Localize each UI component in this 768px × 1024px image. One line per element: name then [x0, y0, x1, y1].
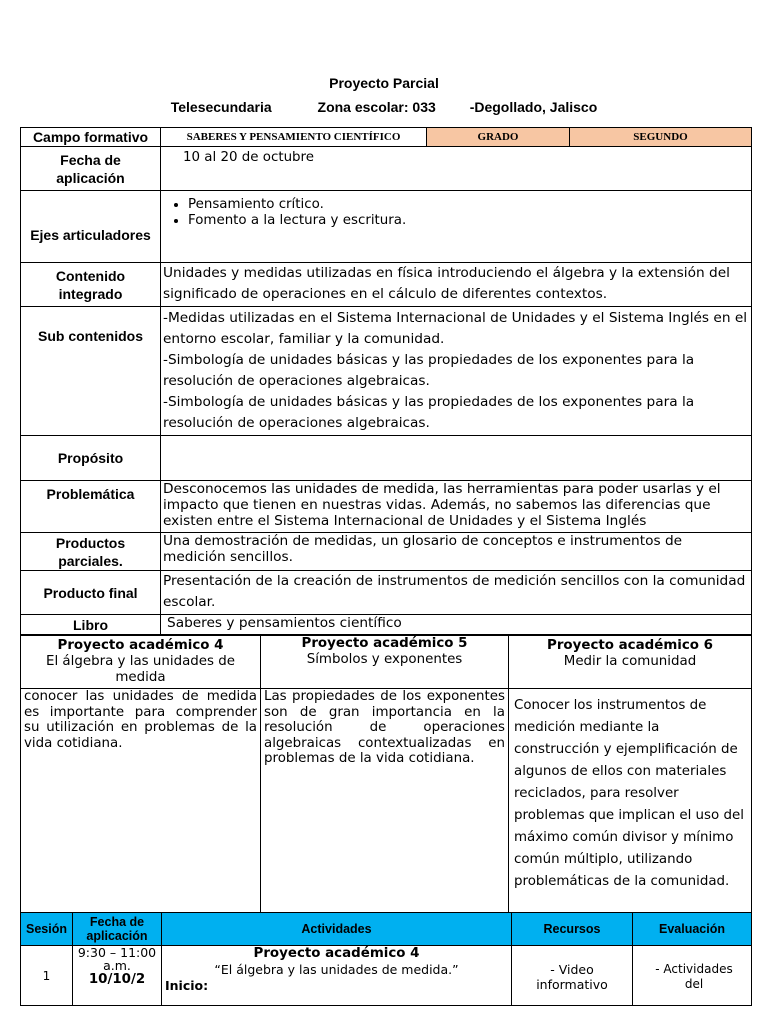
contenido-value: Unidades y medidas utilizadas en física introduciendo el álgebra y la extensión del significado de operaciones en el cálculo de diferentes contextos. — [161, 263, 752, 307]
actividad-inicio: Inicio: — [165, 978, 209, 993]
ejes-item: • Pensamiento crítico. — [188, 197, 748, 213]
sub-label: Sub contenidos — [21, 307, 161, 436]
ejes-list — [164, 197, 748, 229]
sesion-evaluacion: - Actividades del — [633, 946, 752, 1006]
proyecto-4-header — [21, 636, 261, 689]
school-zone: Zona escolar: 033 — [317, 99, 436, 115]
libro-label: Libro — [21, 615, 161, 635]
proyecto-5-header — [261, 636, 509, 689]
problematica-value: Desconocemos las unidades de medida, las herramientas para poder usarlas y el impacto que tienen en nuestras vidas. Además, no sabemos las diferencias que existen entre el Sistema Internacional de Unidades y el Sistema Inglés — [161, 481, 752, 533]
sesion-number: 1 — [21, 946, 73, 1006]
info-table — [20, 127, 752, 635]
fecha-value: 10 al 20 de octubre — [161, 147, 752, 191]
proyecto-4-subtitle: El álgebra y las unidades de medida — [45, 654, 236, 685]
proyecto-6-header — [509, 636, 752, 689]
grado-value: SEGUNDO — [570, 128, 752, 147]
school-name: Telesecundaria — [170, 99, 272, 115]
actividad-title: Proyecto académico 4 — [253, 946, 420, 961]
ejes-cell — [161, 191, 752, 263]
actividad-subtitle: “El álgebra y las unidades de medida.” — [214, 962, 459, 977]
proyecto-6-title: Proyecto académico 6 — [547, 638, 713, 653]
proyecto-5-title: Proyecto académico 5 — [301, 636, 468, 651]
ejes-label: Ejes articuladores — [21, 191, 161, 263]
proyecto-4-title: Proyecto académico 4 — [57, 638, 224, 653]
col-sesion: Sesión — [21, 913, 73, 946]
campo-value: SABERES Y PENSAMIENTO CIENTÍFICO — [161, 128, 427, 147]
final-value: Presentación de la creación de instrumentos de medición sencillos con la comunidad escolar. — [161, 571, 752, 615]
col-fecha: Fecha de aplicación — [73, 913, 162, 946]
campo-label: Campo formativo — [21, 128, 161, 147]
sub-item: -Medidas utilizadas en el Sistema Internacional de Unidades y el Sistema Inglés en el entorno escolar, familiar y la comunidad. — [163, 310, 748, 347]
ejes-item: • Fomento a la lectura y escritura. — [188, 213, 748, 229]
proposito-label: Propósito — [21, 436, 161, 481]
sesiones-table — [20, 912, 752, 1006]
grado-label: GRADO — [427, 128, 570, 147]
proyecto-5-desc: Las propiedades de los exponentes son de gran importancia en la resolución de operaciones algebraicas contextualizadas en problemas de la vida cotidiana. — [261, 689, 509, 913]
problematica-label: Problemática — [21, 481, 161, 533]
sesion-recursos: - Video informativo — [512, 946, 633, 1006]
col-evaluacion: Evaluación — [633, 913, 752, 946]
productos-label: Productos parciales. — [21, 533, 161, 571]
final-label: Producto final — [21, 571, 161, 615]
sesion-fecha — [73, 946, 162, 1006]
school-line — [0, 99, 768, 115]
page-title: Proyecto Parcial — [329, 75, 439, 91]
productos-value: Una demostración de medidas, un glosario de conceptos e instrumentos de medición sencillos. — [161, 533, 752, 571]
sub-cell — [161, 307, 752, 436]
school-location: -Degollado, Jalisco — [469, 99, 598, 115]
proyectos-table — [20, 635, 752, 913]
proyecto-6-desc: Conocer los instrumentos de medición mediante la construcción y ejemplificación de algunos de ellos con materiales reciclados, para resolver problemas que implican el uso del máximo común divisor y mínimo común múltiplo, utilizando problemáticas de la comunidad. — [509, 689, 752, 913]
col-actividades: Actividades — [162, 913, 512, 946]
sesion-date: 10/10/2 — [88, 972, 146, 987]
sesion-time: 9:30 – 11:00 a.m. — [77, 945, 157, 973]
proyecto-4-desc: conocer las unidades de medida es importante para comprender su utilización en problemas de la vida cotidiana. — [21, 689, 261, 913]
col-recursos: Recursos — [512, 913, 633, 946]
sesion-actividades — [162, 946, 512, 1006]
fecha-label: Fecha de aplicación — [21, 147, 161, 191]
sub-item: -Simbología de unidades básicas y las propiedades de los exponentes para la resolución de operaciones algebraicas. — [163, 394, 695, 431]
proposito-value — [161, 436, 752, 481]
proyecto-5-subtitle: Símbolos y exponentes — [306, 652, 463, 667]
libro-value: Saberes y pensamientos científico — [161, 615, 752, 635]
contenido-label: Contenido integrado — [21, 263, 161, 307]
proyecto-6-subtitle: Medir la comunidad — [563, 654, 697, 669]
sub-item: -Simbología de unidades básicas y las propiedades de los exponentes para la resolución de operaciones algebraicas. — [163, 352, 695, 389]
